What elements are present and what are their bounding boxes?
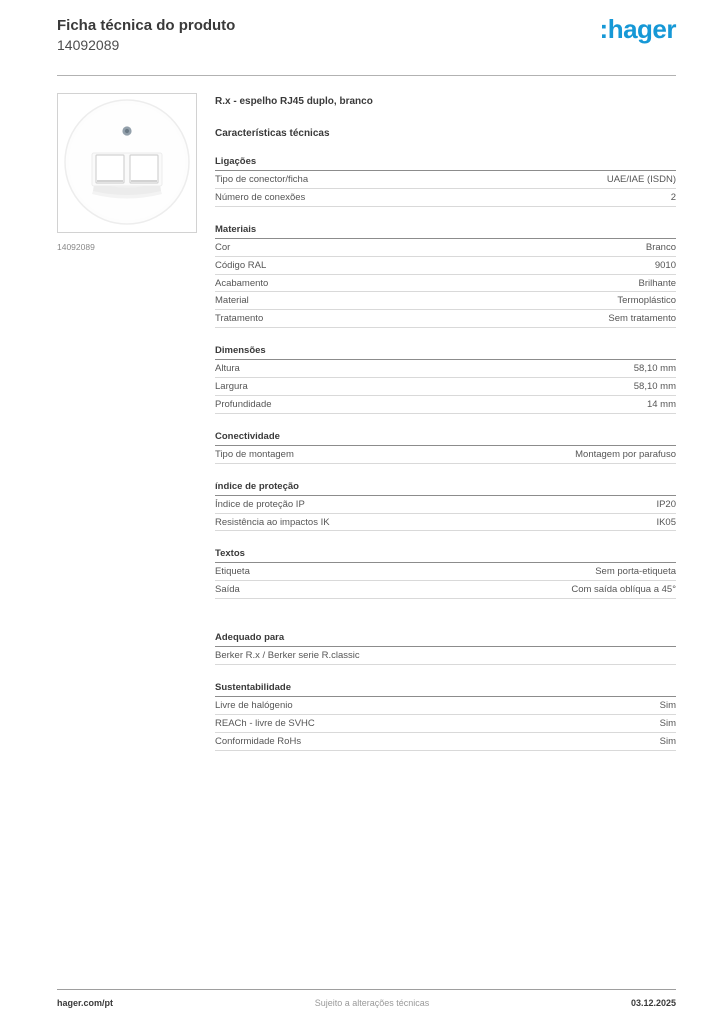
spec-section xyxy=(215,156,676,207)
spec-row xyxy=(215,697,676,715)
spec-value: IP20 xyxy=(656,498,676,510)
product-image xyxy=(57,93,197,233)
spec-row xyxy=(215,446,676,464)
spec-value: 58,10 mm xyxy=(633,381,676,392)
spec-value: UAE/IAE (ISDN) xyxy=(606,174,676,185)
spec-value: Sim xyxy=(659,735,676,747)
spec-label: Livre de halógenio xyxy=(215,700,293,711)
spec-label: Acabamento xyxy=(215,277,269,289)
product-image-caption: 14092089 xyxy=(57,242,95,252)
spec-value: 58,10 mm xyxy=(633,363,676,375)
page-footer xyxy=(57,989,676,1024)
spec-value: Sim xyxy=(659,717,676,729)
product-number: 14092089 xyxy=(57,36,120,53)
spec-row xyxy=(215,189,676,207)
page-header xyxy=(57,16,676,65)
spec-row xyxy=(215,496,676,514)
spec-value: IK05 xyxy=(656,516,676,528)
section-title: Ligações xyxy=(215,156,676,171)
spec-sections xyxy=(215,156,676,751)
spec-label: Saída xyxy=(215,584,240,596)
spec-row xyxy=(215,275,676,293)
spec-value: Sim xyxy=(659,700,676,711)
spec-row xyxy=(215,514,676,532)
spec-row xyxy=(215,292,676,310)
content xyxy=(57,93,676,751)
footer-site: hager.com/pt xyxy=(57,998,114,1008)
header-divider xyxy=(57,75,676,76)
spec-section xyxy=(215,481,676,532)
spec-label: Largura xyxy=(215,381,248,392)
spec-label: Tratamento xyxy=(215,313,264,325)
product-photo-rj45-plate-icon xyxy=(58,94,196,232)
spec-section xyxy=(215,682,676,751)
spec-section xyxy=(215,345,676,414)
spec-label: Número de conexões xyxy=(215,191,306,203)
spec-label: REACh - livre de SVHC xyxy=(215,717,315,729)
page-title: Ficha técnica do produto xyxy=(57,17,236,34)
footer-date: 03.12.2025 xyxy=(630,998,676,1008)
spec-row xyxy=(215,310,676,328)
spec-value: 2 xyxy=(670,191,676,203)
spec-label: Berker R.x / Berker serie R.classic xyxy=(215,650,360,662)
spec-label: Profundidade xyxy=(215,398,272,410)
spec-value: Sem porta-etiqueta xyxy=(595,566,676,578)
section-title: Dimensões xyxy=(215,345,676,360)
spec-row xyxy=(215,733,676,751)
spec-row xyxy=(215,647,676,665)
spec-row xyxy=(215,563,676,581)
spec-value: 14 mm xyxy=(646,398,676,410)
spec-value: Termoplástico xyxy=(617,295,676,307)
spec-value: Com saída oblíqua a 45° xyxy=(571,584,676,596)
spec-row xyxy=(215,378,676,396)
spec-value: Branco xyxy=(645,241,676,253)
spec-label: Cor xyxy=(215,241,231,253)
spec-section xyxy=(215,224,676,328)
spec-section xyxy=(215,548,676,599)
spec-value: 9010 xyxy=(654,259,676,271)
spec-row xyxy=(215,396,676,414)
section-title: Conectividade xyxy=(215,431,676,446)
spec-row xyxy=(215,715,676,733)
spec-label: Índice de proteção IP xyxy=(215,498,305,510)
section-title: Adequado para xyxy=(215,632,676,647)
spec-row xyxy=(215,239,676,257)
hager-logo: :hager xyxy=(599,14,676,44)
spec-row xyxy=(215,257,676,275)
spec-label: Resistência ao impactos IK xyxy=(215,516,330,528)
spec-value: Brilhante xyxy=(638,277,676,289)
section-title: Textos xyxy=(215,548,676,563)
footer-row xyxy=(57,990,676,1024)
footer-note: Sujeito a alterações técnicas xyxy=(314,998,430,1008)
specs-column xyxy=(215,93,676,751)
spec-label: Altura xyxy=(215,363,240,375)
image-column xyxy=(57,93,197,751)
spec-row xyxy=(215,360,676,378)
spec-row xyxy=(215,581,676,599)
spec-label: Código RAL xyxy=(215,259,267,271)
spec-label: Tipo de conector/ficha xyxy=(215,174,309,185)
spec-value: Sem tratamento xyxy=(608,313,676,325)
spec-label: Tipo de montagem xyxy=(215,448,294,460)
section-title: Sustentabilidade xyxy=(215,682,676,697)
spec-label: Etiqueta xyxy=(215,566,250,578)
spec-label: Conformidade RoHs xyxy=(215,735,302,747)
spec-section xyxy=(215,632,676,665)
spec-label: Material xyxy=(215,295,249,307)
spec-row xyxy=(215,171,676,189)
header-titles xyxy=(57,16,235,54)
section-title: Materiais xyxy=(215,224,676,239)
specs-heading: Características técnicas xyxy=(215,128,330,139)
spec-section xyxy=(215,431,676,464)
spec-value: Montagem por parafuso xyxy=(575,448,676,460)
section-title: índice de proteção xyxy=(215,481,676,496)
product-name: R.x - espelho RJ45 duplo, branco xyxy=(215,96,373,107)
